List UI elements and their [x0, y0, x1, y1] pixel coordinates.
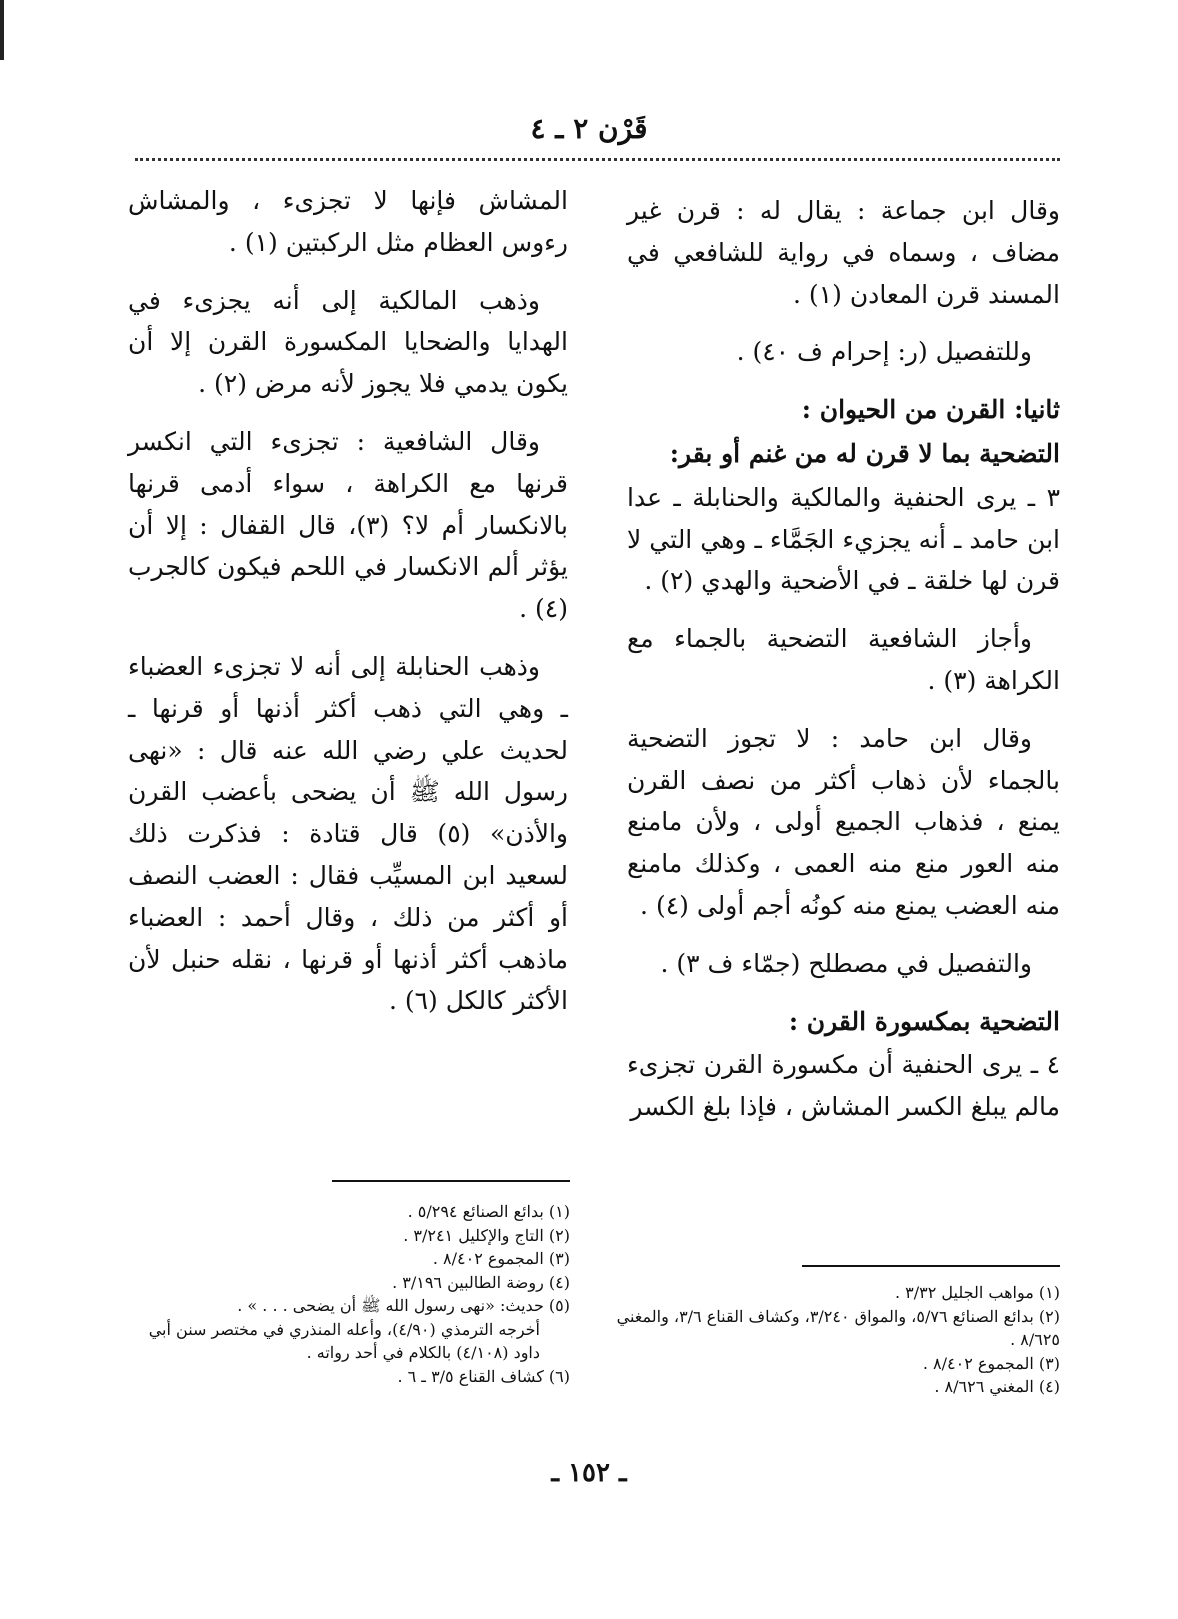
- page-number: ـ ١٥٢ ـ: [551, 1458, 627, 1488]
- footnote: (٣) المجموع ٨/٤٠٢ .: [432, 1249, 570, 1268]
- paragraph: وقال الشافعية : تجزىء التي انكسر قرنها مع الكراهة ، سواء أدمى قرنها بالانكسار أم لا؟ (٣)، قال القفال : إلا أن يؤثر ألم الانكسار في اللحم فيكون كالجرب (٤) .: [128, 426, 569, 624]
- subsection-heading: التضحية بما لا قرن له من غنم أو بقر:: [669, 438, 1060, 468]
- footnote-separator: [332, 1180, 570, 1182]
- footnote: (٦) كشاف القناع ٣/٥ ـ ٦ .: [397, 1366, 570, 1386]
- footnotes-right: [600, 1281, 1060, 1399]
- footnote: (٥) حديث: «نهى رسول الله ﷺ أن يضحى . . . » .: [237, 1296, 570, 1315]
- footnote: (٣) المجموع ٨/٤٠٢ .: [922, 1353, 1060, 1373]
- right-column: [627, 190, 1060, 1144]
- footnotes-left: [120, 1200, 570, 1388]
- footnote: (١) مواهب الجليل ٣/٣٢ .: [894, 1283, 1060, 1302]
- footnote: (٤) روضة الطالبين ٣/١٩٦ .: [392, 1272, 570, 1292]
- paragraph: ٤ ـ يرى الحنفية أن مكسورة القرن تجزىء مالم يبلغ الكسر المشاش ، فإذا بلغ الكسر: [627, 1050, 1060, 1122]
- running-header: قَرْن ٢ ـ ٤: [530, 112, 648, 145]
- subsection-heading: التضحية بمكسورة القرن :: [788, 1006, 1060, 1036]
- left-column: [128, 180, 568, 1038]
- footnote: (١) بدائع الصنائع ٥/٢٩٤ .: [407, 1202, 570, 1221]
- paragraph: والتفصيل في مصطلح (جمّاء ف ٣) .: [660, 948, 1032, 978]
- footnote-continuation: أخرجه الترمذي (٤/٩٠)، وأعله المنذري في مختصر سنن أبي داود (٤/١٠٨) بالكلام في أحد رواته .: [148, 1319, 540, 1362]
- footnote-separator: [802, 1265, 1060, 1267]
- section-heading: ثانيا: القرن من الحيوان :: [801, 395, 1060, 425]
- paragraph: وللتفصيل (ر: إحرام ف ٤٠) .: [736, 337, 1032, 367]
- page-edge-mark: [0, 0, 4, 60]
- paragraph: ٣ ـ يرى الحنفية والمالكية والحنابلة ـ عدا ابن حامد ـ أنه يجزيء الجَمَّاء ـ وهي التي لا قرن لها خلقة ـ في الأضحية والهدي (٢) .: [627, 482, 1060, 596]
- paragraph: وقال ابن حامد : لا تجوز التضحية بالجماء لأن ذهاب أكثر من نصف القرن يمنع ، فذهاب الجميع أولى ، ولأن مامنع منه العور منع منه العمى ، وكذلك مامنع منه العضب يمنع منه كونُه أجم أولى (٤) .: [627, 723, 1060, 920]
- paragraph: المشاش فإنها لا تجزىء ، والمشاش رءوس العظام مثل الركبتين (١) .: [128, 186, 568, 257]
- paragraph: وذهب المالكية إلى أنه يجزىء في الهدايا والضحايا المكسورة القرن إلا أن يكون يدمي فلا يجوز لأنه مرض (٢) .: [128, 285, 568, 399]
- header-dotted-rule: [135, 158, 1060, 161]
- footnote: (٢) التاج والإكليل ٣/٢٤١ .: [403, 1225, 570, 1245]
- footnote: (٤) المغني ٨/٦٢٦ .: [934, 1377, 1060, 1396]
- paragraph: وأجاز الشافعية التضحية بالجماء مع الكراهة (٣) .: [627, 624, 1060, 695]
- paragraph: وذهب الحنابلة إلى أنه لا تجزىء العضباء ـ وهي التي ذهب أكثر أذنها أو قرنها ـ لحديث علي رضي الله عنه قال : «نهى رسول الله ﷺ أن يضحى بأعضب القرن والأذن» (٥) قال قتادة : فذكرت ذلك لسعيد ابن المسيِّب فقال : العضب النصف أو أكثر من ذلك ، وقال أحمد : العضباء ماذهب أكثر أذنها أو قرنها ، نقله حنبل لأن الأكثر كالكل (٦) .: [128, 651, 569, 1016]
- paragraph: وقال ابن جماعة : يقال له : قرن غير مضاف ، وسماه في رواية للشافعي في المسند قرن المعادن (١) .: [627, 196, 1060, 309]
- footnote: (٢) بدائع الصنائع ٥/٧٦، والمواق ٣/٢٤٠، وكشاف القناع ٣/٦، والمغني ٨/٦٢٥ .: [616, 1306, 1060, 1349]
